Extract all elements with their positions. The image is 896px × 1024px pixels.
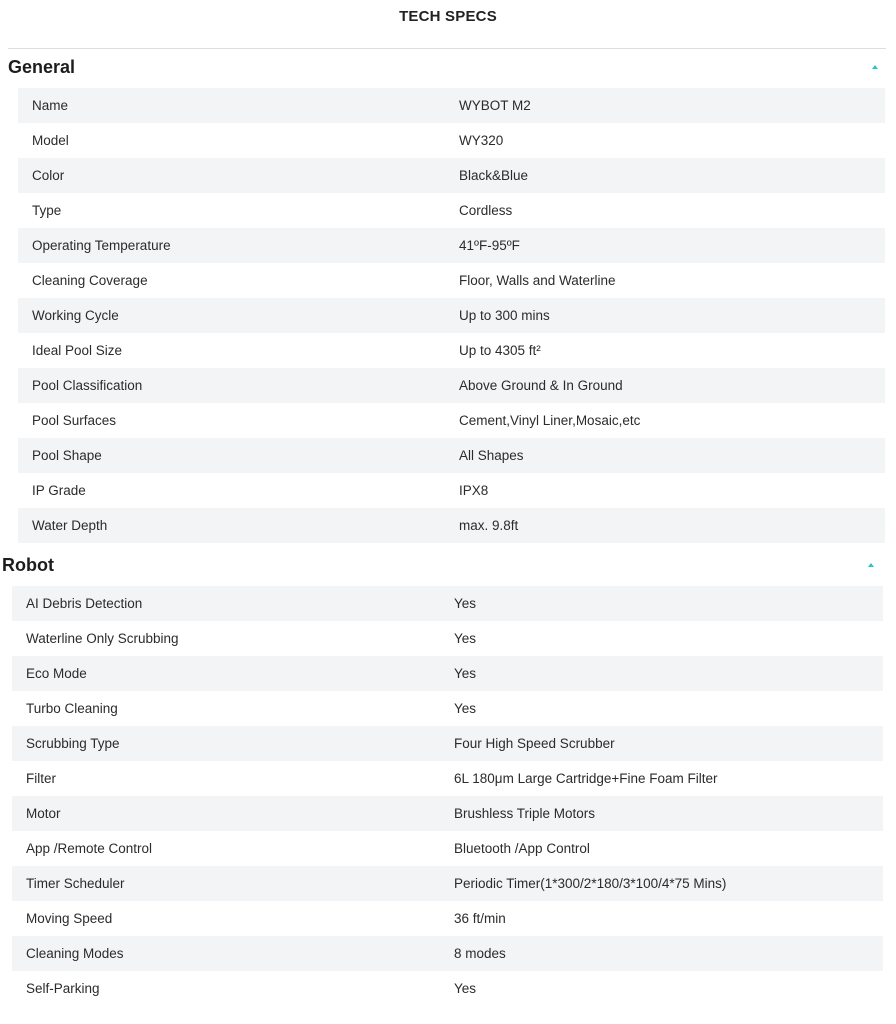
spec-label: Ideal Pool Size — [32, 343, 123, 358]
spec-row — [18, 403, 885, 438]
spec-label: Self-Parking — [26, 981, 100, 996]
spec-label: Pool Surfaces — [32, 413, 117, 428]
spec-row — [12, 901, 883, 936]
spec-value: Cordless — [459, 203, 513, 218]
spec-row — [12, 621, 883, 656]
spec-row — [12, 936, 883, 971]
robot-spec-table — [12, 586, 883, 1006]
spec-value: 8 modes — [454, 946, 506, 961]
spec-value: IPX8 — [459, 483, 489, 498]
spec-row — [12, 866, 883, 901]
spec-row — [12, 831, 883, 866]
spec-row — [18, 88, 885, 123]
page-title: TECH SPECS — [399, 8, 497, 25]
spec-label: Type — [32, 203, 62, 218]
section-title: General — [8, 56, 76, 77]
spec-row — [12, 761, 883, 796]
spec-row — [18, 368, 885, 403]
spec-value: Yes — [454, 981, 477, 996]
general-section-header[interactable] — [8, 55, 882, 79]
divider — [8, 48, 886, 49]
spec-value: Yes — [454, 666, 477, 681]
spec-value: 6L 180μm Large Cartridge+Fine Foam Filter — [454, 771, 718, 786]
spec-label: Timer Scheduler — [26, 876, 125, 891]
spec-value: Yes — [454, 631, 477, 646]
spec-label: App /Remote Control — [26, 841, 153, 856]
general-spec-table — [18, 88, 885, 543]
spec-row — [18, 438, 885, 473]
spec-value: Above Ground & In Ground — [459, 378, 623, 393]
section-title: Robot — [2, 554, 54, 575]
chevron-up-icon[interactable] — [868, 563, 874, 567]
spec-label: Eco Mode — [26, 666, 87, 681]
spec-label: Scrubbing Type — [26, 736, 120, 751]
spec-value: Black&Blue — [459, 168, 529, 183]
spec-value: WY320 — [459, 133, 504, 148]
spec-value: Floor, Walls and Waterline — [459, 273, 616, 288]
spec-label: Model — [32, 133, 69, 148]
spec-label: Waterline Only Scrubbing — [26, 631, 179, 646]
spec-value: Up to 4305 ft² — [459, 343, 541, 358]
spec-label: Filter — [26, 771, 56, 786]
robot-section-header[interactable] — [2, 553, 878, 577]
spec-row — [12, 726, 883, 761]
spec-row — [18, 263, 885, 298]
spec-label: Name — [32, 98, 69, 113]
spec-row — [18, 193, 885, 228]
spec-value: Yes — [454, 701, 477, 716]
spec-label: Turbo Cleaning — [26, 701, 118, 716]
chevron-up-icon[interactable] — [872, 65, 878, 69]
spec-value: max. 9.8ft — [459, 518, 519, 533]
spec-label: Cleaning Modes — [26, 946, 124, 961]
spec-row — [18, 123, 885, 158]
spec-label: Operating Temperature — [32, 238, 171, 253]
spec-row — [12, 971, 883, 1006]
spec-row — [18, 158, 885, 193]
spec-label: IP Grade — [32, 483, 86, 498]
spec-label: Pool Classification — [32, 378, 143, 393]
spec-row — [12, 656, 883, 691]
spec-value: WYBOT M2 — [459, 98, 531, 113]
spec-row — [18, 298, 885, 333]
spec-value: Four High Speed Scrubber — [454, 736, 615, 751]
spec-label: Working Cycle — [32, 308, 119, 323]
spec-row — [18, 473, 885, 508]
spec-value: Bluetooth /App Control — [454, 841, 590, 856]
spec-row — [18, 508, 885, 543]
spec-value: All Shapes — [459, 448, 524, 463]
spec-row — [18, 333, 885, 368]
spec-value: 41ºF-95ºF — [459, 238, 520, 253]
spec-label: Water Depth — [32, 518, 108, 533]
spec-value: Periodic Timer(1*300/2*180/3*100/4*75 Mins) — [454, 876, 727, 891]
spec-label: Cleaning Coverage — [32, 273, 148, 288]
spec-label: Color — [32, 168, 65, 183]
spec-value: Up to 300 mins — [459, 308, 550, 323]
spec-row — [12, 796, 883, 831]
spec-value: Yes — [454, 596, 477, 611]
spec-row — [18, 228, 885, 263]
spec-label: AI Debris Detection — [26, 596, 143, 611]
spec-value: Brushless Triple Motors — [454, 806, 596, 821]
spec-value: Cement,Vinyl Liner,Mosaic,etc — [459, 413, 641, 428]
spec-value: 36 ft/min — [454, 911, 506, 926]
spec-label: Motor — [26, 806, 61, 821]
spec-row — [12, 586, 883, 621]
spec-row — [12, 691, 883, 726]
spec-label: Moving Speed — [26, 911, 113, 926]
spec-label: Pool Shape — [32, 448, 102, 463]
